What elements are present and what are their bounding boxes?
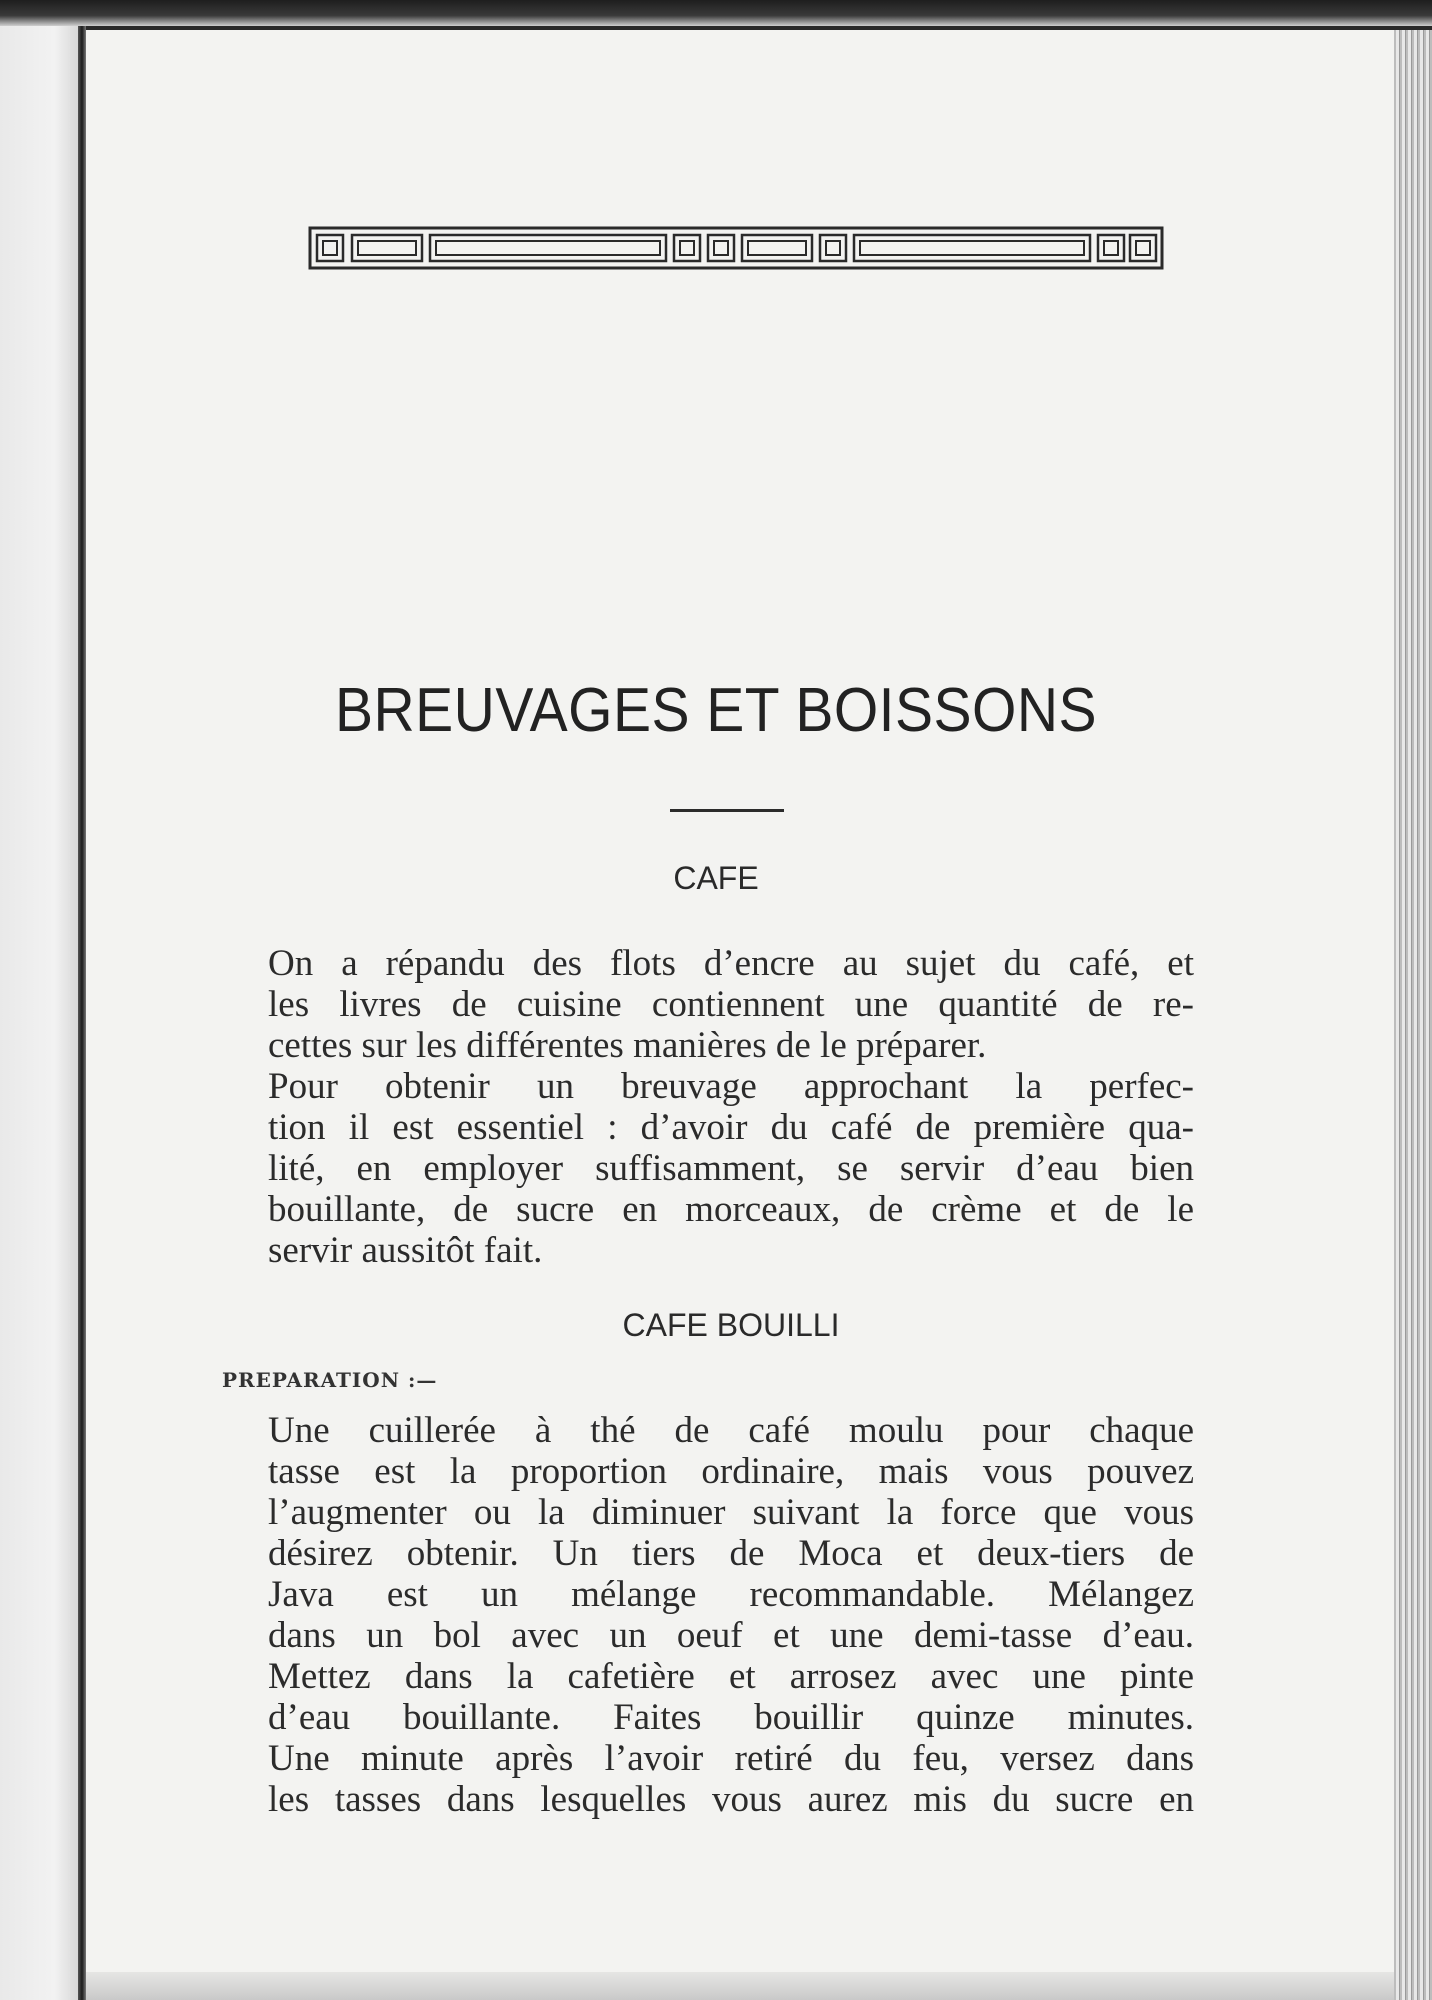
text-line: servir aussitôt fait.: [268, 1230, 543, 1271]
text-line: Mettez dans la cafetière et arrosez avec une pinte: [268, 1656, 1194, 1697]
text-line: Une minute après l’avoir retiré du feu, versez dans: [268, 1738, 1194, 1779]
page-bottom-band: [86, 1972, 1394, 2000]
section-heading-cafe: CAFE: [673, 860, 759, 896]
facing-page-edge: [0, 26, 78, 2000]
text-line: bouillante, de sucre en morceaux, de crème et de le: [268, 1189, 1194, 1230]
page-stack-edge: [1394, 30, 1432, 2000]
text-line: les livres de cuisine contiennent une quantité de re-: [268, 984, 1194, 1025]
text-line: On a répandu des flots d’encre au sujet du café, et: [268, 943, 1194, 984]
title-divider: [670, 809, 784, 812]
text-line: Pour obtenir un breuvage approchant la perfec-: [268, 1066, 1194, 1107]
text-line: les tasses dans lesquelles vous aurez mis du sucre en: [268, 1779, 1194, 1820]
page-title: BREUVAGES ET BOISSONS: [335, 676, 1097, 745]
paragraph-cafe-2: [268, 1107, 1194, 1271]
paragraph-cafe: [268, 943, 1194, 1107]
decorative-border-ornament: [308, 226, 1164, 270]
text-line: l’augmenter ou la diminuer suivant la force que vous: [268, 1492, 1194, 1533]
text-line: tion il est essentiel : d’avoir du café de première qua-: [268, 1107, 1194, 1148]
text-line: tasse est la proportion ordinaire, mais vous pouvez: [268, 1451, 1194, 1492]
text-line: désirez obtenir. Un tiers de Moca et deux-tiers de: [268, 1533, 1194, 1574]
text-line: cettes sur les différentes manières de le préparer.: [268, 1025, 987, 1066]
book-gutter: [78, 26, 86, 2000]
text-line: Une cuillerée à thé de café moulu pour chaque: [268, 1410, 1194, 1451]
scan-top-shadow: [0, 0, 1432, 26]
text-line: d’eau bouillante. Faites bouillir quinze minutes.: [268, 1697, 1194, 1738]
text-line: Java est un mélange recommandable. Mélangez: [268, 1574, 1194, 1615]
preparation-label: PREPARATION :—: [222, 1368, 438, 1392]
paragraph-cafe-bouilli: [268, 1410, 1194, 1820]
text-line: lité, en employer suffisamment, se servir d’eau bien: [268, 1148, 1194, 1189]
section-heading-cafe-bouilli: CAFE BOUILLI: [622, 1307, 840, 1343]
text-line: dans un bol avec un oeuf et une demi-tasse d’eau.: [268, 1615, 1194, 1656]
